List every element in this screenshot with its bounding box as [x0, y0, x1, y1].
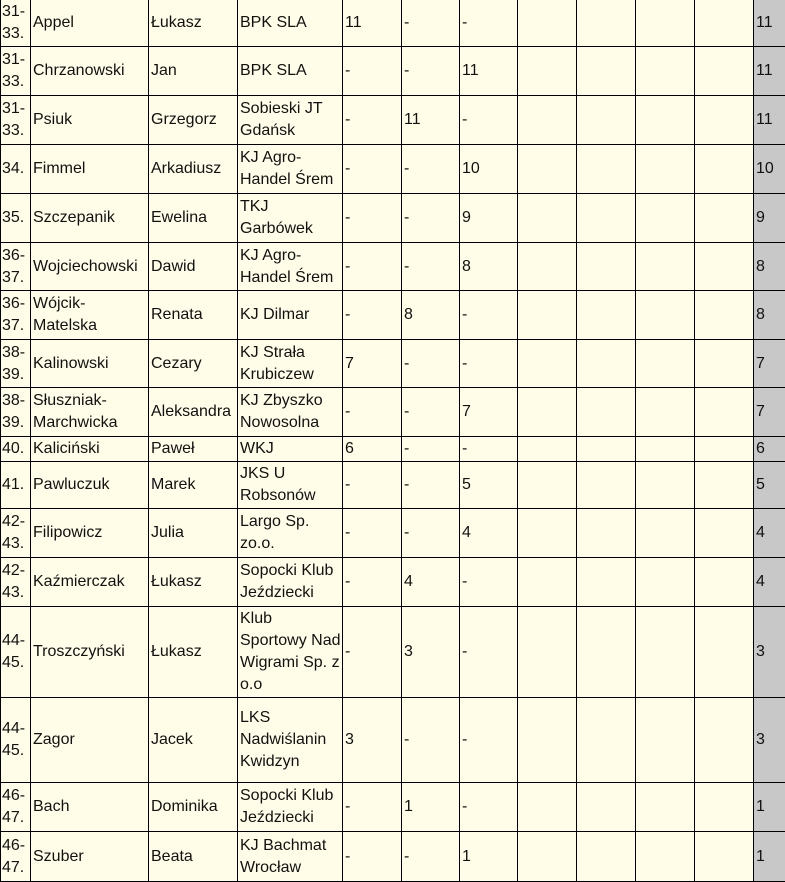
first-name-cell: Łukasz: [149, 0, 238, 47]
round-7-cell: [695, 96, 754, 145]
round-4-cell: [518, 437, 577, 462]
club-cell: TKJ Garbówek: [238, 194, 343, 243]
round-1-cell: -: [343, 607, 402, 698]
total-points-cell: 10: [754, 145, 785, 194]
table-row: [1, 145, 785, 194]
round-5-cell: [577, 96, 636, 145]
round-5-cell: [577, 0, 636, 47]
round-5-cell: [577, 291, 636, 340]
results-table-body: [1, 0, 785, 882]
club-cell: KJ Dilmar: [238, 291, 343, 340]
table-row: [1, 698, 785, 783]
total-points-cell: 4: [754, 558, 785, 607]
club-cell: WKJ: [238, 437, 343, 462]
last-name-cell: Zagor: [31, 698, 149, 783]
round-5-cell: [577, 47, 636, 96]
table-row: [1, 558, 785, 607]
first-name-cell: Julia: [149, 509, 238, 558]
table-row: [1, 462, 785, 509]
position-cell: 34.: [1, 145, 31, 194]
round-2-cell: -: [402, 509, 460, 558]
round-3-cell: 11: [460, 47, 518, 96]
club-cell: LKS Nadwiślanin Kwidzyn: [238, 698, 343, 783]
round-2-cell: -: [402, 698, 460, 783]
round-2-cell: -: [402, 462, 460, 509]
last-name-cell: Psiuk: [31, 96, 149, 145]
round-3-cell: -: [460, 437, 518, 462]
last-name-cell: Troszczyński: [31, 607, 149, 698]
round-2-cell: -: [402, 340, 460, 388]
first-name-cell: Renata: [149, 291, 238, 340]
round-3-cell: -: [460, 0, 518, 47]
round-5-cell: [577, 194, 636, 243]
round-2-cell: -: [402, 437, 460, 462]
last-name-cell: Słuszniak-Marchwicka: [31, 388, 149, 437]
round-4-cell: [518, 388, 577, 437]
round-3-cell: -: [460, 698, 518, 783]
round-4-cell: [518, 96, 577, 145]
first-name-cell: Jan: [149, 47, 238, 96]
last-name-cell: Szuber: [31, 832, 149, 882]
round-1-cell: -: [343, 558, 402, 607]
round-2-cell: -: [402, 145, 460, 194]
round-6-cell: [636, 96, 695, 145]
round-3-cell: 1: [460, 832, 518, 882]
round-2-cell: 1: [402, 783, 460, 832]
table-row: [1, 47, 785, 96]
round-6-cell: [636, 462, 695, 509]
club-cell: KJ Zbyszko Nowosolna: [238, 388, 343, 437]
position-cell: 36- 37.: [1, 243, 31, 291]
round-3-cell: -: [460, 291, 518, 340]
first-name-cell: Łukasz: [149, 607, 238, 698]
round-5-cell: [577, 558, 636, 607]
round-6-cell: [636, 437, 695, 462]
total-points-cell: 7: [754, 388, 785, 437]
position-cell: 38- 39.: [1, 388, 31, 437]
position-cell: 36- 37.: [1, 291, 31, 340]
round-5-cell: [577, 145, 636, 194]
round-5-cell: [577, 698, 636, 783]
total-points-cell: 11: [754, 47, 785, 96]
club-cell: BPK SLA: [238, 0, 343, 47]
round-3-cell: 9: [460, 194, 518, 243]
club-cell: KJ Agro-Handel Śrem: [238, 145, 343, 194]
round-6-cell: [636, 558, 695, 607]
position-cell: 31- 33.: [1, 96, 31, 145]
first-name-cell: Dominika: [149, 783, 238, 832]
round-4-cell: [518, 462, 577, 509]
round-2-cell: -: [402, 832, 460, 882]
first-name-cell: Beata: [149, 832, 238, 882]
round-1-cell: -: [343, 388, 402, 437]
total-points-cell: 1: [754, 832, 785, 882]
round-6-cell: [636, 388, 695, 437]
round-6-cell: [636, 243, 695, 291]
club-cell: Sopocki Klub Jeździecki: [238, 558, 343, 607]
round-3-cell: -: [460, 607, 518, 698]
first-name-cell: Grzegorz: [149, 96, 238, 145]
total-points-cell: 6: [754, 437, 785, 462]
round-4-cell: [518, 832, 577, 882]
position-cell: 40.: [1, 437, 31, 462]
round-7-cell: [695, 832, 754, 882]
round-6-cell: [636, 0, 695, 47]
last-name-cell: Appel: [31, 0, 149, 47]
round-2-cell: -: [402, 47, 460, 96]
round-6-cell: [636, 698, 695, 783]
club-cell: Sobieski JT Gdańsk: [238, 96, 343, 145]
round-5-cell: [577, 832, 636, 882]
position-cell: 31- 33.: [1, 47, 31, 96]
club-cell: Klub Sportowy Nad Wigrami Sp. z o.o: [238, 607, 343, 698]
club-cell: KJ Strała Krubiczew: [238, 340, 343, 388]
total-points-cell: 5: [754, 462, 785, 509]
position-cell: 46- 47.: [1, 783, 31, 832]
round-2-cell: -: [402, 0, 460, 47]
first-name-cell: Cezary: [149, 340, 238, 388]
round-7-cell: [695, 388, 754, 437]
position-cell: 44- 45.: [1, 698, 31, 783]
round-2-cell: -: [402, 243, 460, 291]
round-3-cell: -: [460, 558, 518, 607]
round-1-cell: 6: [343, 437, 402, 462]
round-1-cell: -: [343, 194, 402, 243]
round-7-cell: [695, 607, 754, 698]
club-cell: Sopocki Klub Jeździecki: [238, 783, 343, 832]
total-points-cell: 8: [754, 291, 785, 340]
total-points-cell: 8: [754, 243, 785, 291]
first-name-cell: Jacek: [149, 698, 238, 783]
round-7-cell: [695, 47, 754, 96]
round-4-cell: [518, 243, 577, 291]
table-row: [1, 0, 785, 47]
round-7-cell: [695, 437, 754, 462]
round-3-cell: -: [460, 783, 518, 832]
round-4-cell: [518, 47, 577, 96]
last-name-cell: Fimmel: [31, 145, 149, 194]
round-7-cell: [695, 194, 754, 243]
round-4-cell: [518, 558, 577, 607]
round-1-cell: -: [343, 243, 402, 291]
round-2-cell: 4: [402, 558, 460, 607]
position-cell: 31- 33.: [1, 0, 31, 47]
table-row: [1, 194, 785, 243]
round-4-cell: [518, 607, 577, 698]
position-cell: 41.: [1, 462, 31, 509]
table-row: [1, 509, 785, 558]
table-row: [1, 96, 785, 145]
round-7-cell: [695, 145, 754, 194]
last-name-cell: Szczepanik: [31, 194, 149, 243]
position-cell: 38- 39.: [1, 340, 31, 388]
last-name-cell: Wójcik-Matelska: [31, 291, 149, 340]
round-3-cell: 7: [460, 388, 518, 437]
round-2-cell: 8: [402, 291, 460, 340]
round-4-cell: [518, 291, 577, 340]
round-3-cell: 8: [460, 243, 518, 291]
round-6-cell: [636, 340, 695, 388]
total-points-cell: 1: [754, 783, 785, 832]
round-5-cell: [577, 243, 636, 291]
round-7-cell: [695, 509, 754, 558]
round-6-cell: [636, 291, 695, 340]
round-1-cell: -: [343, 462, 402, 509]
total-points-cell: 9: [754, 194, 785, 243]
first-name-cell: Dawid: [149, 243, 238, 291]
first-name-cell: Aleksandra: [149, 388, 238, 437]
round-4-cell: [518, 340, 577, 388]
round-1-cell: 7: [343, 340, 402, 388]
round-5-cell: [577, 388, 636, 437]
round-2-cell: -: [402, 194, 460, 243]
table-row: [1, 340, 785, 388]
round-4-cell: [518, 0, 577, 47]
last-name-cell: Filipowicz: [31, 509, 149, 558]
first-name-cell: Marek: [149, 462, 238, 509]
position-cell: 46- 47.: [1, 832, 31, 882]
round-1-cell: 11: [343, 0, 402, 47]
round-6-cell: [636, 47, 695, 96]
table-row: [1, 437, 785, 462]
round-5-cell: [577, 783, 636, 832]
table-row: [1, 783, 785, 832]
last-name-cell: Bach: [31, 783, 149, 832]
round-5-cell: [577, 437, 636, 462]
total-points-cell: 7: [754, 340, 785, 388]
last-name-cell: Kalinowski: [31, 340, 149, 388]
round-2-cell: -: [402, 388, 460, 437]
round-7-cell: [695, 698, 754, 783]
total-points-cell: 11: [754, 0, 785, 47]
round-3-cell: -: [460, 96, 518, 145]
round-4-cell: [518, 698, 577, 783]
club-cell: JKS U Robsonów: [238, 462, 343, 509]
position-cell: 42- 43.: [1, 509, 31, 558]
round-1-cell: -: [343, 47, 402, 96]
round-3-cell: 4: [460, 509, 518, 558]
round-6-cell: [636, 783, 695, 832]
position-cell: 42- 43.: [1, 558, 31, 607]
round-1-cell: -: [343, 783, 402, 832]
round-1-cell: -: [343, 291, 402, 340]
first-name-cell: Ewelina: [149, 194, 238, 243]
round-4-cell: [518, 194, 577, 243]
round-7-cell: [695, 783, 754, 832]
round-3-cell: 5: [460, 462, 518, 509]
round-1-cell: -: [343, 96, 402, 145]
round-3-cell: -: [460, 340, 518, 388]
round-4-cell: [518, 509, 577, 558]
round-7-cell: [695, 291, 754, 340]
position-cell: 35.: [1, 194, 31, 243]
round-6-cell: [636, 832, 695, 882]
total-points-cell: 11: [754, 96, 785, 145]
round-4-cell: [518, 783, 577, 832]
round-7-cell: [695, 0, 754, 47]
position-cell: 44- 45.: [1, 607, 31, 698]
total-points-cell: 3: [754, 698, 785, 783]
round-6-cell: [636, 194, 695, 243]
last-name-cell: Wojciechowski: [31, 243, 149, 291]
round-1-cell: -: [343, 832, 402, 882]
club-cell: Largo Sp. zo.o.: [238, 509, 343, 558]
round-7-cell: [695, 243, 754, 291]
club-cell: KJ Bachmat Wrocław: [238, 832, 343, 882]
total-points-cell: 4: [754, 509, 785, 558]
round-7-cell: [695, 462, 754, 509]
table-row: [1, 607, 785, 698]
round-2-cell: 11: [402, 96, 460, 145]
round-5-cell: [577, 607, 636, 698]
table-row: [1, 291, 785, 340]
round-4-cell: [518, 145, 577, 194]
last-name-cell: Kaliciński: [31, 437, 149, 462]
total-points-cell: 3: [754, 607, 785, 698]
first-name-cell: Arkadiusz: [149, 145, 238, 194]
round-7-cell: [695, 340, 754, 388]
round-1-cell: -: [343, 145, 402, 194]
round-3-cell: 10: [460, 145, 518, 194]
round-6-cell: [636, 145, 695, 194]
table-row: [1, 388, 785, 437]
round-5-cell: [577, 462, 636, 509]
club-cell: KJ Agro-Handel Śrem: [238, 243, 343, 291]
round-1-cell: 3: [343, 698, 402, 783]
club-cell: BPK SLA: [238, 47, 343, 96]
first-name-cell: Łukasz: [149, 558, 238, 607]
last-name-cell: Pawluczuk: [31, 462, 149, 509]
last-name-cell: Kaźmierczak: [31, 558, 149, 607]
round-5-cell: [577, 340, 636, 388]
first-name-cell: Paweł: [149, 437, 238, 462]
last-name-cell: Chrzanowski: [31, 47, 149, 96]
round-6-cell: [636, 509, 695, 558]
round-1-cell: -: [343, 509, 402, 558]
table-row: [1, 243, 785, 291]
round-6-cell: [636, 607, 695, 698]
round-7-cell: [695, 558, 754, 607]
round-5-cell: [577, 509, 636, 558]
round-2-cell: 3: [402, 607, 460, 698]
table-row: [1, 832, 785, 882]
